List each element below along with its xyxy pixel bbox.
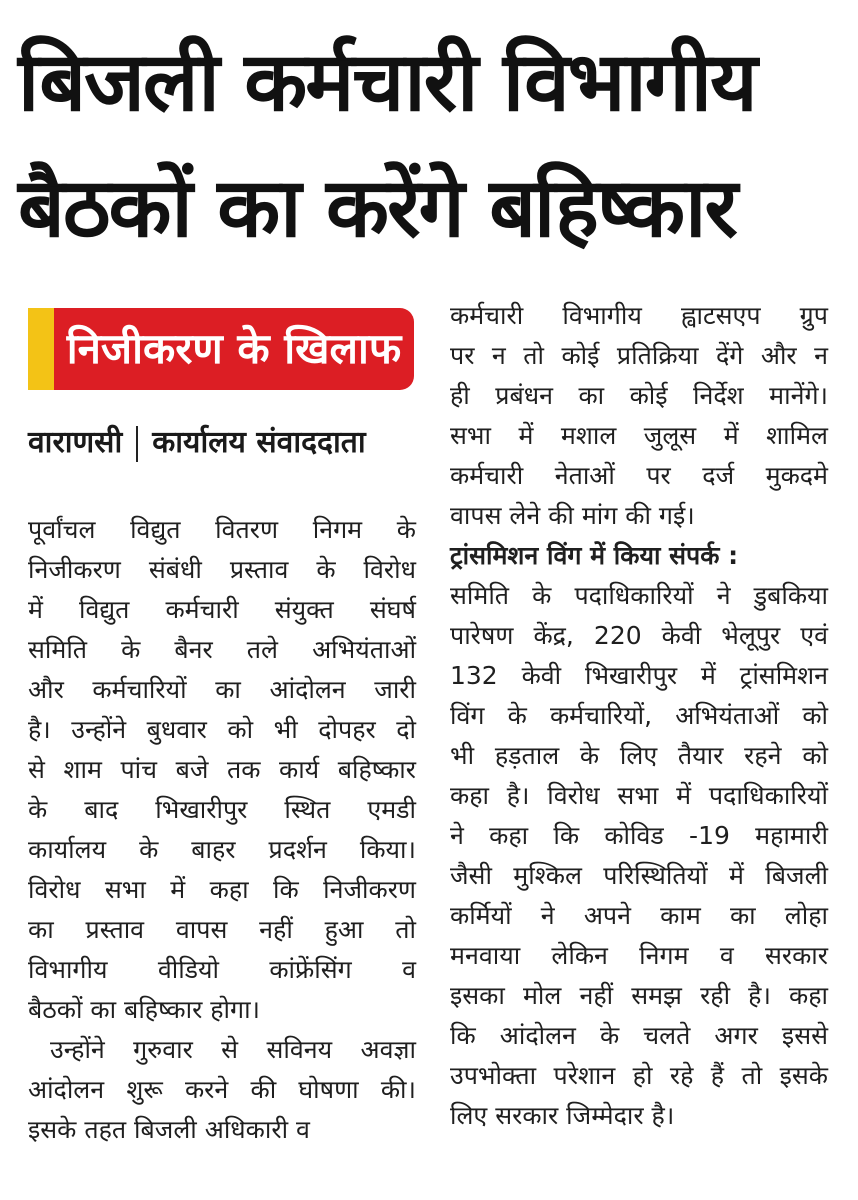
dateline-author: कार्यालय संवाददाता: [152, 425, 366, 460]
article-line: और कर्मचारियों का आंदोलन जारी: [28, 675, 416, 704]
article-line: 132 केवी भिखारीपुर में ट्रांसमिशन: [450, 661, 828, 690]
article-line: इसका मोल नहीं समझ रही है। कहा: [450, 981, 828, 1010]
article-line: में विद्युत कर्मचारी संयुक्त संघर्ष: [28, 595, 416, 624]
article-line: उपभोक्ता परेशान हो रहे हैं तो इसके: [450, 1061, 828, 1090]
article-line: से शाम पांच बजे तक कार्य बहिष्कार: [28, 755, 416, 784]
article-line: पारेषण केंद्र, 220 केवी भेलूपुर एवं: [450, 621, 828, 650]
article-line: पर न तो कोई प्रतिक्रिया देंगे और न: [450, 341, 828, 370]
dateline: [28, 418, 424, 468]
article-line: निजीकरण संबंधी प्रस्ताव के विरोध: [28, 555, 416, 584]
article-line: सभा में मशाल जुलूस में शामिल: [450, 421, 828, 450]
article-line: आंदोलन शुरू करने की घोषणा की।: [28, 1075, 416, 1104]
article-line: ने कहा कि कोविड -19 महामारी: [450, 821, 828, 850]
article-line: ही प्रबंधन का कोई निर्देश मानेंगे।: [450, 381, 828, 410]
article-line: लिए सरकार जिम्मेदार है।: [450, 1101, 675, 1130]
right-column-bottom-text: [450, 576, 828, 1136]
article-line: कर्मियों ने अपने काम का लोहा: [450, 901, 828, 930]
dateline-place: वाराणसी: [28, 425, 123, 460]
article-line: कार्यालय के बाहर प्रदर्शन किया।: [28, 835, 416, 864]
article-line: वापस लेने की मांग की गई।: [450, 501, 695, 530]
article-line: जैसी मुश्किल परिस्थितियों में बिजली: [450, 861, 828, 890]
article-line: विंग के कर्मचारियों, अभियंताओं को: [450, 701, 828, 730]
article-line: मनवाया लेकिन निगम व सरकार: [450, 941, 828, 970]
article-line: कि आंदोलन के चलते अगर इससे: [450, 1021, 828, 1050]
headline-line-2: बैठकों का करेंगे बहिष्कार: [18, 161, 736, 256]
kicker-accent-bar: [28, 308, 54, 390]
kicker-banner: [28, 308, 414, 390]
article-line: विरोध सभा में कहा कि निजीकरण: [28, 875, 416, 904]
article-line: बैठकों का बहिष्कार होगा।: [28, 995, 261, 1024]
article-line: के बाद भिखारीपुर स्थित एमडी: [28, 795, 416, 824]
article-line: कर्मचारी नेताओं पर दर्ज मुकदमे: [450, 461, 828, 490]
article-line: उन्होंने गुरुवार से सविनय अवज्ञा: [50, 1035, 416, 1064]
dateline-divider: [136, 426, 138, 462]
article-column-left: [28, 510, 416, 1150]
article-line: इसके तहत बिजली अधिकारी व: [28, 1115, 310, 1144]
article-line: कहा है। विरोध सभा में पदाधिकारियों: [450, 781, 828, 810]
article-line: समिति के बैनर तले अभियंताओं: [28, 635, 416, 664]
right-column-top-text: [450, 296, 828, 536]
headline-line-1: बिजली कर्मचारी विभागीय: [18, 35, 756, 130]
article-line: कर्मचारी विभागीय ह्वाटसएप ग्रुप: [450, 301, 828, 330]
kicker-label: निजीकरण के खिलाफ: [54, 308, 414, 390]
article-line: विभागीय वीडियो कांफ्रेंसिंग व: [28, 955, 416, 984]
section-subhead: ट्रांसमिशन विंग में किया संपर्क :: [450, 541, 739, 570]
article-line: पूर्वांचल विद्युत वितरण निगम के: [28, 515, 416, 544]
article-line: है। उन्होंने बुधवार को भी दोपहर दो: [28, 715, 416, 744]
article-line: भी हड़ताल के लिए तैयार रहने को: [450, 741, 828, 770]
article-line: समिति के पदाधिकारियों ने डुबकिया: [450, 581, 828, 610]
article-column-right: [450, 296, 828, 1136]
article-line: का प्रस्ताव वापस नहीं हुआ तो: [28, 915, 416, 944]
